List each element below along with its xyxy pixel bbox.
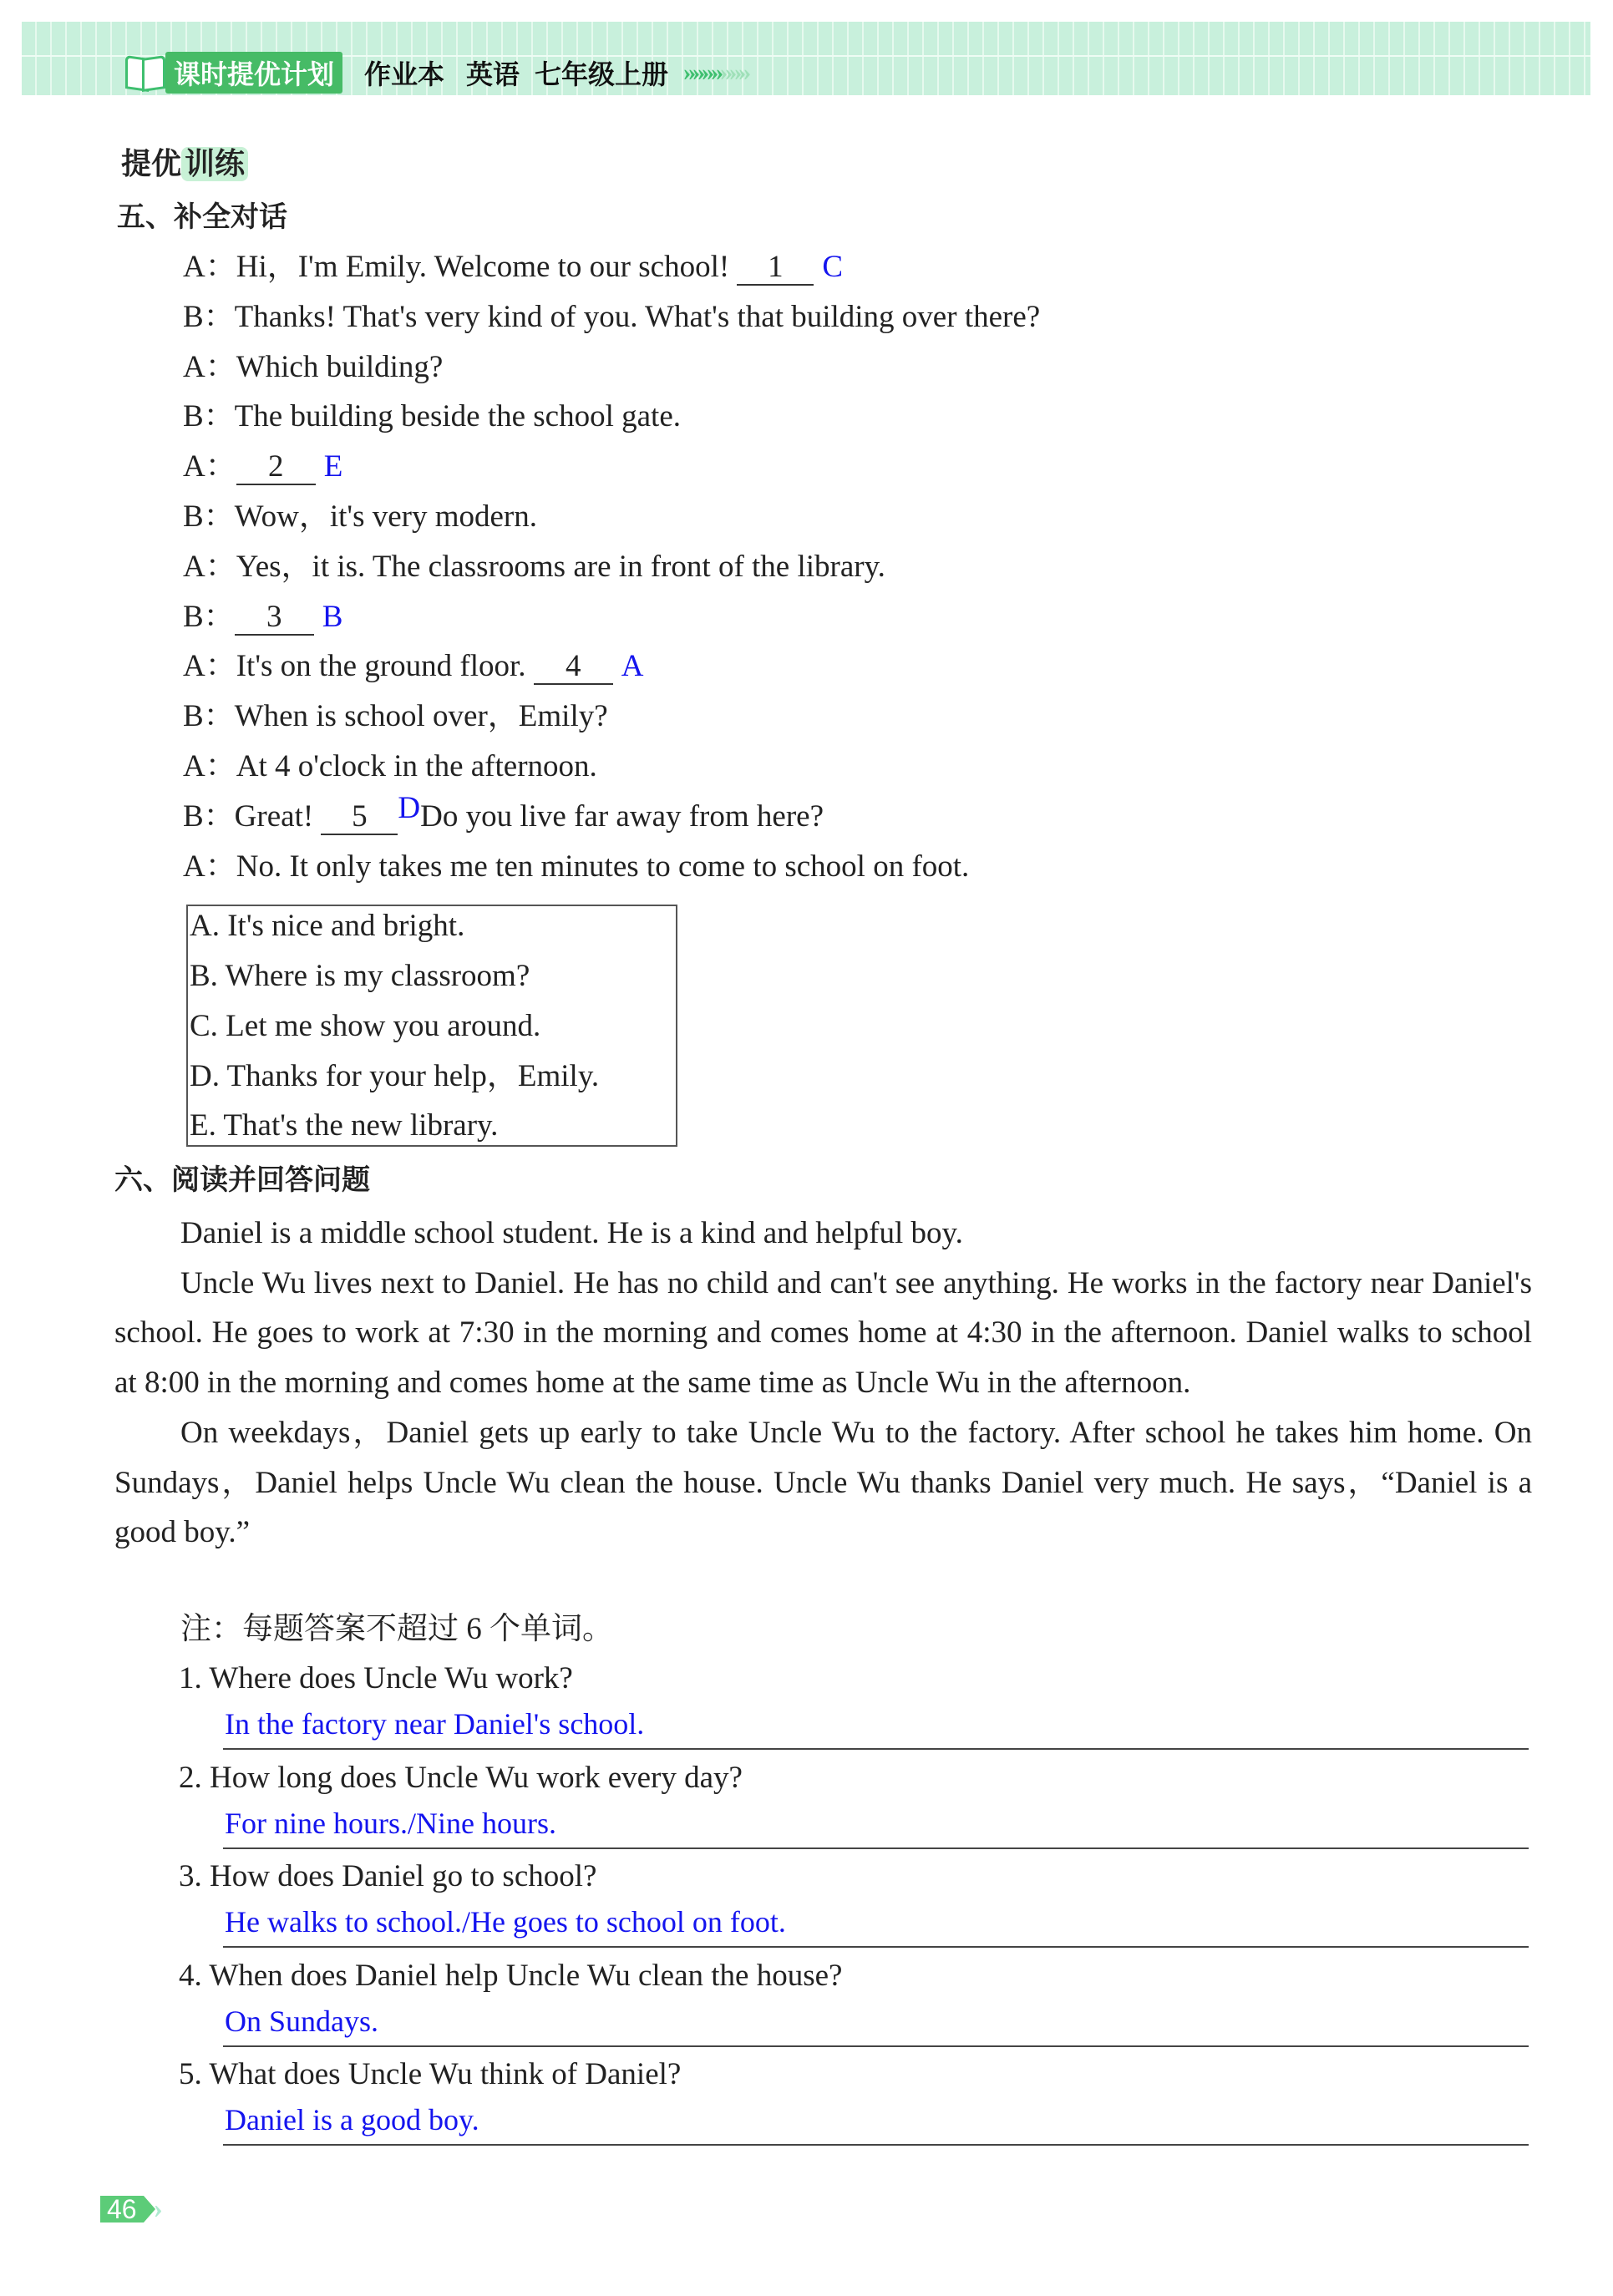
answer: Daniel is a good boy. xyxy=(225,2103,479,2136)
dialogue-line xyxy=(183,549,885,585)
blank-number: 3 xyxy=(235,601,314,636)
section-label-part1: 提优 xyxy=(121,147,182,181)
blank-number: 4 xyxy=(534,650,613,685)
option: C. Let me show you around. xyxy=(190,1009,541,1043)
dialogue-line xyxy=(183,790,824,835)
dialogue-line xyxy=(183,299,1040,336)
line-text: A：Yes，it is. The classrooms are in front of the library. xyxy=(183,549,885,584)
answer-line xyxy=(223,2144,1529,2146)
answer: In the factory near Daniel's school. xyxy=(225,1707,645,1741)
answer-letter: D xyxy=(398,790,421,825)
dialogue-line xyxy=(183,599,342,636)
answer-line xyxy=(223,1946,1529,1948)
answer-line xyxy=(223,1748,1529,1750)
dialogue-line xyxy=(183,499,537,535)
line-text: B：Great! xyxy=(183,798,322,834)
part6-title: 六、阅读并回答问题 xyxy=(114,1163,370,1197)
page-number xyxy=(100,2193,163,2225)
answer-letter: E xyxy=(323,449,343,484)
page-number-text: 46 xyxy=(100,2196,144,2223)
grade: 七年级上册 xyxy=(535,58,669,90)
chevrons-icon: »»»»»»» xyxy=(683,58,748,86)
paragraph: Uncle Wu lives next to Daniel. He has no child and can't see anything. He works in the factory near Daniel's school. He goes to work at 7:30 in the morning and comes home at 4:30 in the afternoon. Daniel walks to school at 8:00 in the morning and comes home at the same time as Uncle Wu in the afternoon. xyxy=(114,1265,1532,1401)
line-text: A：Which building? xyxy=(183,349,444,384)
chevron-icon: › xyxy=(153,2193,163,2224)
answer-letter: A xyxy=(621,649,644,684)
section-label-part2: 训练 xyxy=(181,147,248,181)
reading-passage xyxy=(114,1209,1532,1558)
options-box xyxy=(186,905,677,1147)
line-text-after: Do you live far away from here? xyxy=(420,798,824,834)
dialogue-line xyxy=(183,648,644,685)
option: E. That's the new library. xyxy=(190,1108,499,1143)
dialogue-line xyxy=(183,249,843,286)
option: A. It's nice and bright. xyxy=(190,909,465,943)
dialogue-line xyxy=(183,748,597,785)
dialogue-line xyxy=(183,698,608,735)
line-text: A：No. It only takes me ten minutes to come to school on foot. xyxy=(183,849,970,884)
brand-label: 课时提优计划 xyxy=(165,52,342,94)
line-text: B： xyxy=(183,599,235,634)
line-text: B：When is school over，Emily? xyxy=(183,699,608,734)
answer-line xyxy=(223,2045,1529,2047)
answer-letter: B xyxy=(322,599,343,634)
paragraph: Daniel is a middle school student. He is a kind and helpful boy. xyxy=(180,1216,963,1250)
note: 注：每题答案不超过 6 个单词。 xyxy=(180,1612,613,1646)
line-text: A： xyxy=(183,449,236,484)
line-text: A：At 4 o'clock in the afternoon. xyxy=(183,749,597,783)
section-label xyxy=(121,140,248,183)
option: B. Where is my classroom? xyxy=(190,959,530,993)
line-text: A：Hi，I'm Emily. Welcome to our school! xyxy=(183,250,738,284)
dialogue-line xyxy=(183,398,681,435)
question: 5. What does Uncle Wu think of Daniel? xyxy=(179,2057,682,2091)
line-text: B：Wow，it's very modern. xyxy=(183,499,538,534)
answer-line xyxy=(223,1847,1529,1849)
dialogue-line xyxy=(183,849,969,885)
question: 2. How long does Uncle Wu work every day? xyxy=(179,1760,743,1795)
subject: 英语 xyxy=(466,58,520,90)
blank-number: 5 xyxy=(321,800,398,835)
header xyxy=(125,52,748,94)
question: 3. How does Daniel go to school? xyxy=(179,1859,597,1893)
blank-number: 1 xyxy=(737,251,814,286)
option: D. Thanks for your help，Emily. xyxy=(190,1059,600,1093)
book-icon xyxy=(125,55,165,90)
dialogue-line xyxy=(183,449,342,485)
dialogue-line xyxy=(183,349,443,386)
answer-letter: C xyxy=(822,250,844,284)
answer: On Sundays. xyxy=(225,2004,379,2038)
question: 1. Where does Uncle Wu work? xyxy=(179,1661,573,1695)
line-text: A：It's on the ground floor. xyxy=(183,649,534,684)
line-text: B：The building beside the school gate. xyxy=(183,399,681,434)
answer: For nine hours./Nine hours. xyxy=(225,1806,556,1840)
answer: He walks to school./He goes to school on foot. xyxy=(225,1905,786,1939)
question: 4. When does Daniel help Uncle Wu clean the house? xyxy=(179,1958,843,1993)
part5-title: 五、补全对话 xyxy=(117,200,287,234)
blank-number: 2 xyxy=(236,450,316,485)
book-type: 作业本 xyxy=(364,58,445,90)
line-text: B：Thanks! That's very kind of you. What's that building over there? xyxy=(183,299,1041,334)
paragraph: On weekdays，Daniel gets up early to take Uncle Wu to the factory. After school he takes him home. On Sundays，Daniel helps Uncle Wu clean the house. Uncle Wu thanks Daniel very much. He says，“Daniel is a good boy.” xyxy=(114,1415,1532,1550)
